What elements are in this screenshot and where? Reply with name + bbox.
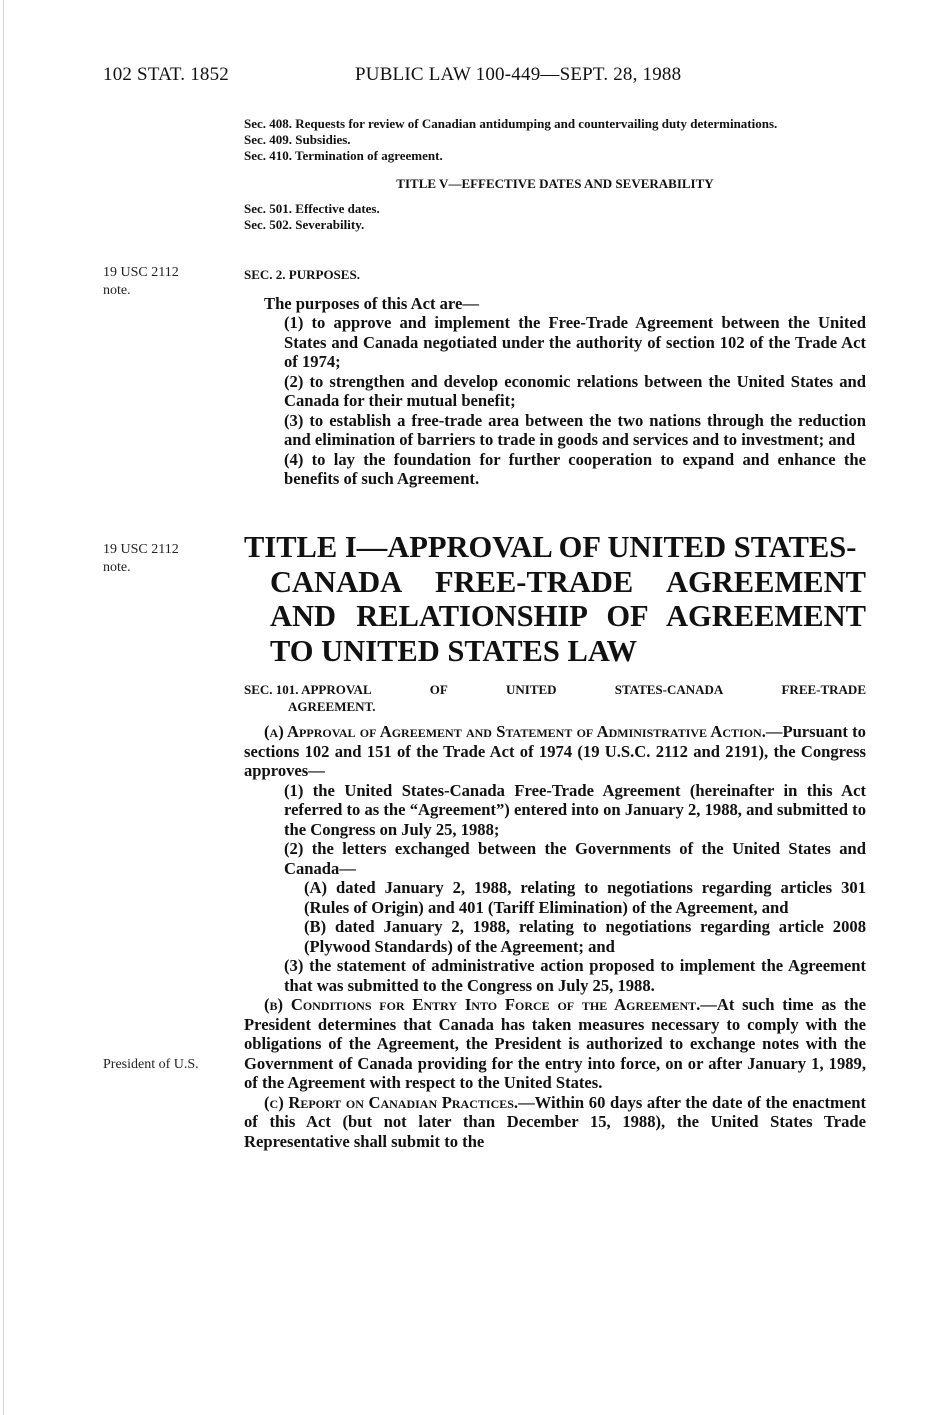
toc-sec-408: Sec. 408. Requests for review of Canadian antidumping and countervailing duty determinations. <box>244 116 778 131</box>
page-stat-reference: 102 STAT. 1852 <box>103 64 230 85</box>
purpose-2: (2) to strengthen and develop economic relations between the United States and Canada for their mutual benefit; <box>284 371 866 410</box>
margin-note-suffix: note. <box>103 560 131 575</box>
toc-sec-409: Sec. 409. Subsidies. <box>244 132 351 147</box>
margin-note-citation: 19 USC 2112 <box>103 265 179 280</box>
subsection-a-text: —Pursuant to sections 102 and 151 of the Trade Act of 1974 (19 U.S.C. 2112 and 2191), the Congress approves— <box>244 722 866 780</box>
section-2-purposes <box>244 265 866 489</box>
purpose-4: (4) to lay the foundation for further cooperation to expand and enhance the benefits of such Agreement. <box>284 449 866 488</box>
toc-title-v-heading: TITLE V—EFFECTIVE DATES AND SEVERABILITY <box>396 176 714 191</box>
toc-sec-502: Sec. 502. Severability. <box>244 217 365 232</box>
subsection-a-paragraph-2: (2) the letters exchanged between the Governments of the United States and Canada— <box>284 839 866 878</box>
toc-sec-410: Sec. 410. Termination of agreement. <box>244 148 443 163</box>
margin-note-usc-1 <box>103 264 179 300</box>
margin-note-usc-2 <box>103 541 179 577</box>
subsection-a-heading: (a) Approval of Agreement and Statement of Administrative Action. <box>264 722 766 741</box>
section-2-heading: SEC. 2. PURPOSES. <box>244 267 360 282</box>
sec101-heading-word: FREE-TRADE <box>781 682 866 697</box>
sec101-heading-word: UNITED <box>506 682 557 697</box>
title-i-heading <box>244 530 866 668</box>
subsection-b-text: —At such time as the President determines that Canada has taken measures necessary to comply with the obligations of the Agreement, the President is authorized to exchange notes with the Government of Canada providing for the entry into force, on or after January 1, 1989, of the Agreement with respect to the United States. <box>244 995 866 1092</box>
section-2-intro: The purposes of this Act are— <box>264 293 479 313</box>
sec101-heading-word: STATES-CANADA <box>614 682 724 697</box>
sec101-heading-word: SEC. 101. APPROVAL <box>244 682 372 697</box>
margin-note-citation: 19 USC 2112 <box>103 542 179 557</box>
purpose-1: (1) to approve and implement the Free-Trade Agreement between the United States and Canada negotiated under the authority of section 102 of the Trade Act of 1974; <box>284 313 866 371</box>
subsection-b <box>244 995 866 1093</box>
subsection-c-heading: (c) Report on Canadian Practices. <box>264 1092 519 1112</box>
subsection-a <box>244 722 866 781</box>
margin-note-suffix: note. <box>103 283 131 298</box>
title-i-continuation: CANADA FREE-TRADE AGREEMENT AND RELATIONSHIP OF AGREEMENT TO UNITED STATES LAW <box>270 564 866 668</box>
subsection-c-text: —Within 60 days after the date of the enactment of this Act (but not later than December 15, 1988), the United States Trade Representative shall submit to the <box>244 1092 866 1151</box>
subsection-a-paragraph-2-B: (B) dated January 2, 1988, relating to negotiations regarding article 2008 (Plywood Standards) of the Agreement; and <box>304 917 866 956</box>
subsection-b-heading: (b) Conditions for Entry Into Force of the Agreement. <box>264 995 701 1014</box>
purpose-3: (3) to establish a free-trade area between the two nations through the reduction and elimination of barriers to trade in goods and services and to investment; and <box>284 410 866 449</box>
sec101-heading-line-2: AGREEMENT. <box>288 699 376 714</box>
subsection-a-paragraph-2-A: (A) dated January 2, 1988, relating to negotiations regarding articles 301 (Rules of Origin) and 401 (Tariff Elimination) of the Agreement, and <box>304 878 866 917</box>
title-i-first-line: TITLE I—APPROVAL OF UNITED STATES- <box>244 530 857 564</box>
margin-note-president: President of U.S. <box>103 1057 199 1072</box>
table-of-contents <box>244 116 866 233</box>
page-running-head: PUBLIC LAW 100-449—SEPT. 28, 1988 <box>355 64 682 85</box>
section-101-heading <box>244 681 866 715</box>
subsection-a-paragraph-3: (3) the statement of administrative action proposed to implement the Agreement that was submitted to the Congress on July 25, 1988. <box>284 956 866 995</box>
subsection-c <box>244 1093 866 1152</box>
scan-edge-line <box>3 0 4 1415</box>
sec101-heading-word: OF <box>429 682 448 697</box>
toc-sec-501: Sec. 501. Effective dates. <box>244 201 380 216</box>
section-101-body <box>244 722 866 1151</box>
subsection-a-paragraph-1: (1) the United States-Canada Free-Trade Agreement (hereinafter in this Act referred to as the “Agreement”) entered into on January 2, 1988, and submitted to the Congress on July 25, 1988; <box>284 780 866 839</box>
